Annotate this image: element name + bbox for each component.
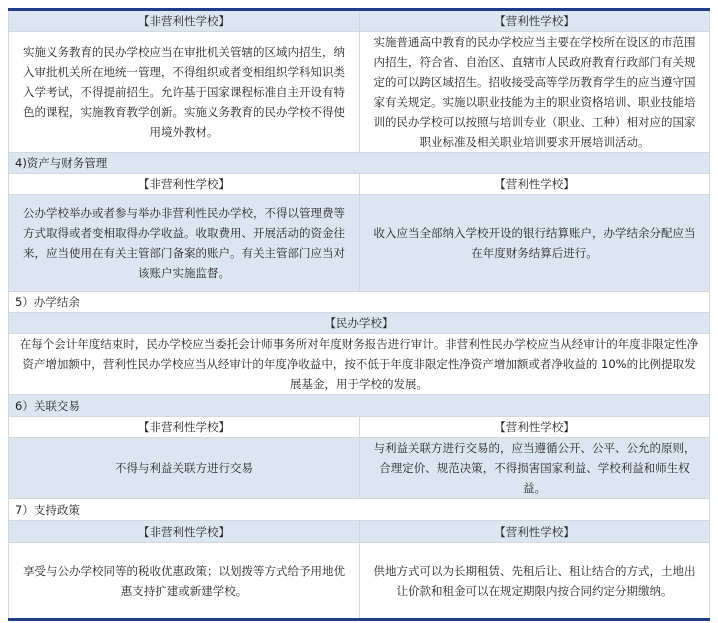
section-title: 4)资产与财务管理 [9,153,710,174]
profit-header: 【营利性学校】 [360,417,710,438]
surplus-text: 在每个会计年度结束时，民办学校应当委托会计师事务所对年度财务报告进行审计。非营利性民办学校应当从经审计的年度非限定性净资产增加额中，营利性民办学校应当从经审计的年度净收益中，按不低于年度非限定性净资产增加额或者净收益的 10%的比例提取发展基金，用于学校的发展。 [9,334,710,395]
enrollment-nonprofit: 实施义务教育的民办学校应当在审批机关管辖的区域内招生，纳入审批机关所在地统一管理，不得组织或者变相组织学科知识类入学考试，不得提前招生。允许基于国家课程标准自主开设有特色的课程，实施教育教学创新。实施义务教育的民办学校不得使用境外教材。 [9,32,360,153]
policy-comparison-table [8,8,710,621]
nonprofit-header: 【非营利性学校】 [9,10,360,32]
profit-header: 【营利性学校】 [360,174,710,195]
finance-nonprofit: 公办学校举办或者参与举办非营利性民办学校，不得以管理费等方式取得或者变相取得办学收益。收取费用、开展活动的资金往来，应当使用在有关主管部门备案的账户。有关主管部门应当对该账户实施监督。 [9,195,360,292]
content-row [9,32,710,153]
private-header: 【民办学校】 [9,313,710,334]
header-row [9,10,710,32]
support-nonprofit: 享受与公办学校同等的税收优惠政策；以划拨等方式给予用地优惠支持扩建或新建学校。 [9,543,360,620]
nonprofit-header: 【非营利性学校】 [9,174,360,195]
header-row [9,174,710,195]
enrollment-profit: 实施普通高中教育的民办学校应当主要在学校所在设区的市范围内招生，符合省、自治区、直辖市人民政府教育行政部门有关规定的可以跨区域招生。招收接受高等学历教育学生的应当遵守国家有关规定。实施以职业技能为主的职业资格培训、职业技能培训的民办学校可以按照与培训专业（职业、工种）相对应的国家职业标准及相关职业培训要求开展培训活动。 [360,32,710,153]
nonprofit-header: 【非营利性学校】 [9,521,360,543]
profit-header: 【营利性学校】 [360,10,710,32]
header-row [9,521,710,543]
nonprofit-header: 【非营利性学校】 [9,417,360,438]
section-title: 7）支持政策 [9,499,710,521]
finance-profit: 收入应当全部纳入学校开设的银行结算账户，办学结余分配应当在年度财务结算后进行。 [360,195,710,292]
profit-header: 【营利性学校】 [360,521,710,543]
related-profit: 与利益关联方进行交易的，应当遵循公开、公平、公允的原则，合理定价、规范决策，不得损害国家利益、学校利益和师生权益。 [360,438,710,499]
content-row [9,438,710,499]
related-nonprofit: 不得与利益关联方进行交易 [9,438,360,499]
section-title: 5）办学结余 [9,292,710,313]
content-row [9,195,710,292]
support-profit: 供地方式可以为长期租赁、先租后让、租让结合的方式，土地出让价款和租金可以在规定期限内按合同约定分期缴纳。 [360,543,710,620]
content-row [9,543,710,620]
section-title: 6）关联交易 [9,395,710,417]
header-row [9,417,710,438]
